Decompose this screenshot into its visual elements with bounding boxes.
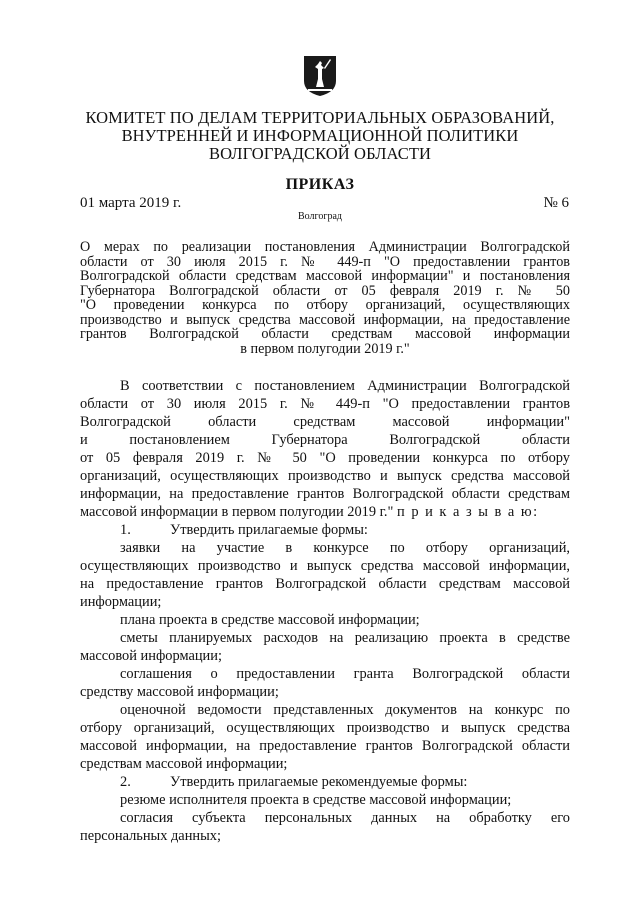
org-title-line-2: ВНУТРЕННЕЙ И ИНФОРМАЦИОННОЙ ПОЛИТИКИ (121, 126, 519, 145)
form-c-line: сметы планируемых расходов на реализацию проекта в средстве (120, 630, 570, 646)
subject-line: "О проведении конкурса по отбору организаций, осуществляющих (80, 297, 570, 313)
subject-line: Волгоградской области средствам массовой информации" и постановления (80, 268, 570, 284)
order-word: п р и к а з ы в а ю: (397, 504, 539, 520)
form-d-last: средству массовой информации; (80, 684, 279, 700)
subject-line: Губернатора Волгоградской области от 05 февраля 2019 г. № 50 (80, 282, 570, 299)
item-2 (80, 773, 570, 791)
form-e-line: отбору организаций, осуществляющих производство и выпуск средства (80, 720, 570, 736)
document-city: Волгоград (297, 211, 342, 222)
form-g-line: согласия субъекта персональных данных на обработку его (120, 810, 570, 826)
item-1-number: 1. (120, 522, 131, 538)
org-title-line-3: ВОЛГОГРАДСКОЙ ОБЛАСТИ (208, 144, 432, 163)
item-2-number: 2. (120, 774, 131, 790)
subject-line: в первом полугодии 2019 г." (240, 340, 410, 357)
preamble-line: от 05 февраля 2019 г. № 50 "О проведении конкурса по отбору (80, 450, 570, 466)
preamble-line: информации, на предоставление грантов Волгоградской области средствам (80, 486, 570, 502)
preamble-line: В соответствии с постановлением Администрации Волгоградской (120, 378, 570, 394)
preamble-line: Волгоградской области средствам массовой информации" (80, 414, 570, 430)
volgograd-emblem-icon (303, 55, 337, 97)
form-e-last: средствам массовой информации; (80, 756, 288, 772)
form-b: плана проекта в средстве массовой информации; (120, 612, 420, 628)
form-a-line: на предоставление грантов Волгоградской области средствам массовой (80, 576, 570, 592)
document-date: 01 марта 2019 г. (80, 195, 182, 211)
subject-line: О мерах по реализации постановления Администрации Волгоградской (80, 239, 570, 255)
item-2-text: Утвердить прилагаемые рекомендуемые формы: (170, 774, 468, 790)
preamble-line: области от 30 июля 2015 г. № 449-п "О предоставлении грантов (80, 396, 570, 412)
form-e-line: оценочной ведомости представленных документов на конкурс по (120, 702, 570, 718)
preamble-last: массовой информации в первом полугодии 2019 г." (80, 504, 394, 520)
form-e-line: массовой информации, на предоставление грантов Волгоградской области (80, 738, 570, 754)
subject-line: производство и выпуск средства массовой информации, на предоставление (80, 311, 570, 328)
item-1 (80, 521, 570, 539)
subject-line: грантов Волгоградской области средствам массовой информации (80, 326, 570, 342)
form-a-line: заявки на участие в конкурсе по отбору организаций, (120, 540, 570, 556)
document-number: № 6 (543, 195, 569, 211)
form-g-last: персональных данных; (80, 828, 221, 844)
form-f: резюме исполнителя проекта в средстве массовой информации; (120, 792, 512, 808)
preamble-line (80, 503, 570, 521)
order-body (80, 377, 570, 845)
preamble-line: и постановлением Губернатора Волгоградской области (80, 432, 570, 448)
form-d-line: соглашения о предоставлении гранта Волгоградской области (120, 666, 570, 682)
subject-line: области от 30 июля 2015 г. № 449-п "О предоставлении грантов (80, 253, 570, 270)
document-type-title: ПРИКАЗ (285, 176, 355, 193)
subject-block (80, 240, 570, 356)
item-1-text: Утвердить прилагаемые формы: (170, 522, 368, 538)
form-a-last: информации; (80, 594, 162, 610)
form-a-line: осуществляющих производство и выпуск средства массовой информации, (80, 558, 570, 574)
form-c-last: массовой информации; (80, 648, 222, 664)
preamble-line: организаций, осуществляющих производство и выпуск средства массовой (80, 468, 570, 484)
org-title-line-1: КОМИТЕТ ПО ДЕЛАМ ТЕРРИТОРИАЛЬНЫХ ОБРАЗОВАНИЙ, (85, 108, 555, 127)
